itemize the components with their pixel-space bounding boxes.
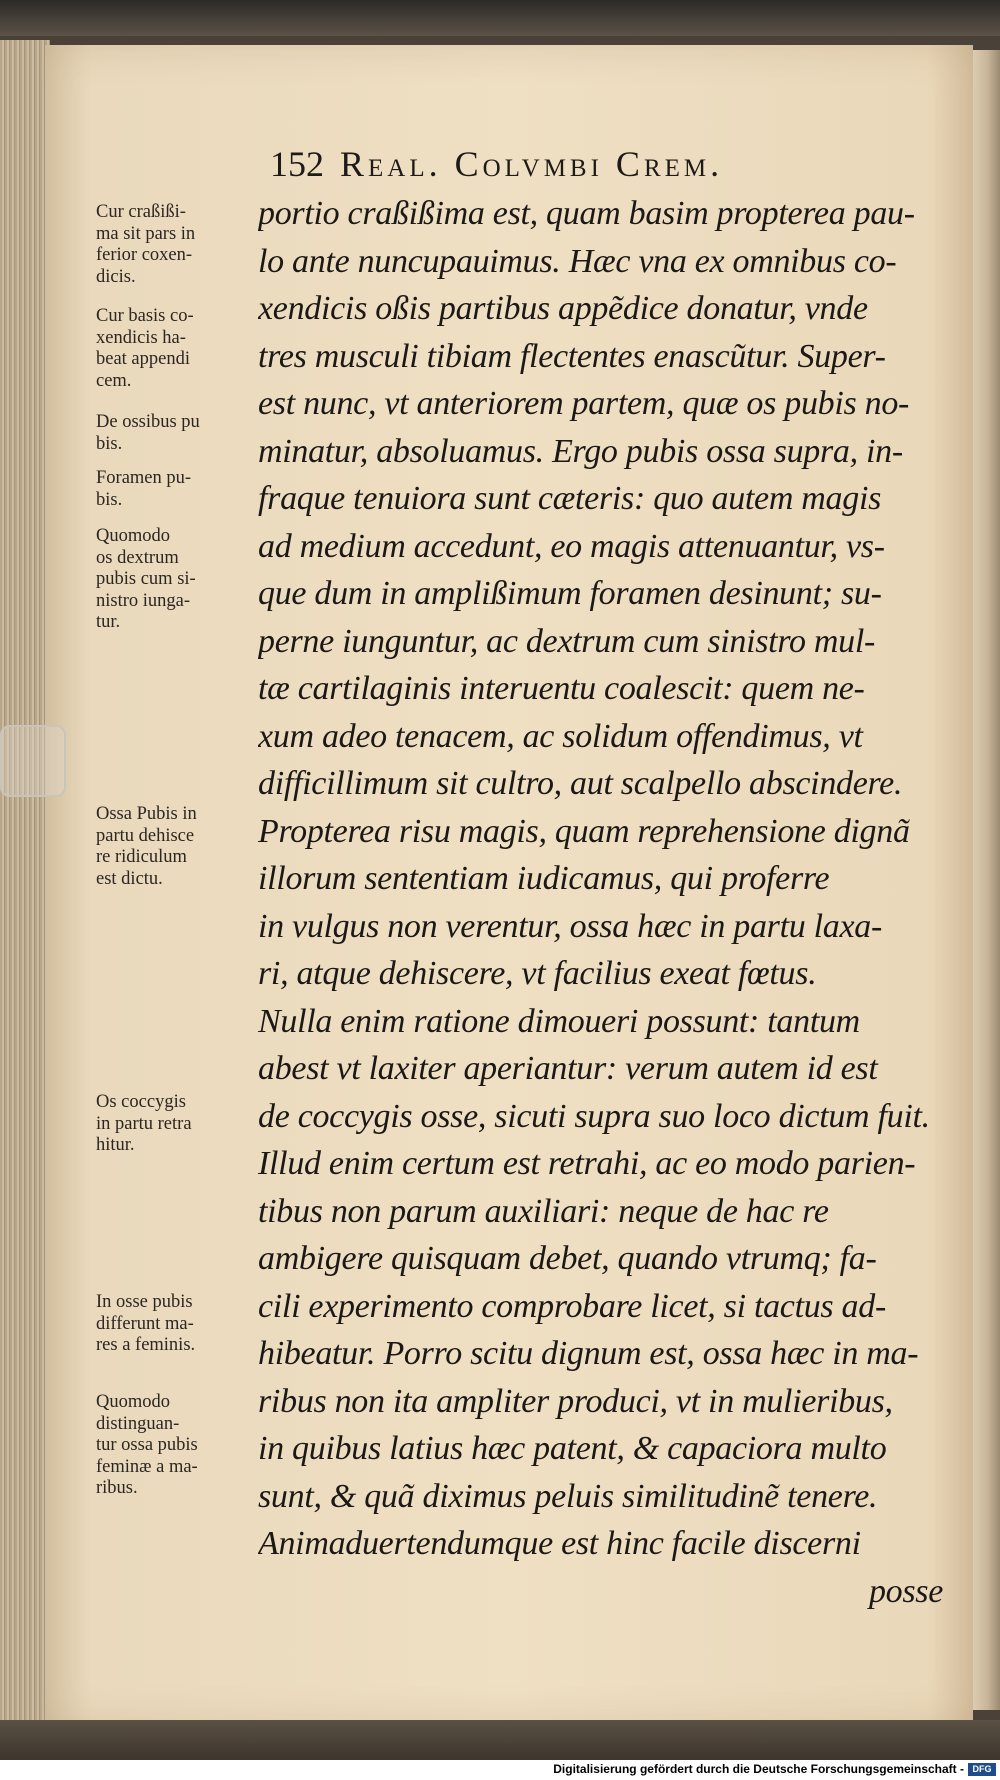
- text-line: Animaduertendumque est hinc facile discerni: [258, 1525, 861, 1562]
- margin-note-line: Cur basis co-: [96, 306, 194, 326]
- margin-note-line: Cur craßißi-: [96, 202, 186, 222]
- margin-note-line: Os coccygis: [96, 1092, 186, 1112]
- text-line: fraque tenuiora sunt cæteris: quo autem magis: [258, 480, 882, 517]
- text-line: in quibus latius hæc patent, & capaciora multo: [258, 1430, 887, 1467]
- digitization-footer: [0, 1760, 1000, 1780]
- margin-note-line: xendicis ha-: [96, 327, 186, 348]
- margin-note-line: hitur.: [96, 1135, 135, 1155]
- margin-note-line: Ossa Pubis in: [96, 804, 197, 824]
- text-line: Illud enim certum est retrahi, ac eo modo parien-: [258, 1145, 916, 1182]
- main-text-block: [258, 190, 958, 1615]
- margin-note-line: Quomodo: [96, 526, 170, 546]
- margin-note: [96, 306, 246, 392]
- margin-note: [96, 1292, 246, 1357]
- margin-note-line: nistro iunga-: [96, 590, 191, 611]
- text-line: abest vt laxiter aperiantur: verum autem id est: [258, 1050, 878, 1087]
- margin-note: [96, 1392, 246, 1500]
- text-line: ribus non ita ampliter produci, vt in mulieribus,: [258, 1382, 893, 1420]
- margin-note-line: in partu retra: [96, 1113, 192, 1134]
- text-line: Propterea risu magis, quam reprehensione dignã: [258, 812, 910, 850]
- margin-note-line: Quomodo: [96, 1392, 170, 1412]
- catchword: posse: [868, 1572, 943, 1610]
- margin-note-line: feminæ a ma-: [96, 1456, 198, 1477]
- margin-note: [96, 1092, 246, 1157]
- margin-note-line: In osse pubis: [96, 1292, 193, 1312]
- text-line: perne iunguntur, ac dextrum cum sinistro mul-: [258, 622, 876, 660]
- margin-note-line: differunt ma-: [96, 1313, 194, 1334]
- text-line: de coccygis osse, sicuti supra suo loco dictum fuit.: [258, 1097, 930, 1135]
- running-title: Real. Colvmbi Crem.: [340, 144, 724, 184]
- margin-note-line: dicis.: [96, 266, 136, 287]
- book-cover-top: [0, 0, 1000, 36]
- text-line: sunt, & quã diximus peluis similitudinẽ tenere.: [258, 1477, 878, 1515]
- margin-note-line: ma sit pars in: [96, 223, 196, 244]
- margin-note-line: os dextrum: [96, 547, 179, 568]
- page-stack-left: [0, 40, 50, 1740]
- margin-note-line: pubis cum si-: [96, 569, 196, 589]
- margin-note-line: bis.: [96, 489, 123, 510]
- margin-note-line: cem.: [96, 370, 132, 391]
- margin-note-line: Foramen pu-: [96, 468, 192, 488]
- text-line: xum adeo tenacem, ac solidum offendimus, vt: [258, 717, 863, 755]
- page-number: 152: [270, 144, 324, 184]
- margin-note-line: ribus.: [96, 1478, 138, 1498]
- text-line: tibus non parum auxiliari: neque de hac re: [258, 1192, 829, 1230]
- text-line: in vulgus non verentur, ossa hæc in partu laxa-: [258, 907, 882, 945]
- book-cover-bottom: [0, 1720, 1000, 1760]
- margin-note-line: partu dehisce: [96, 825, 195, 846]
- margin-note-line: beat appendi: [96, 349, 190, 369]
- text-line: que dum in amplißimum foramen desinunt; su-: [258, 575, 882, 612]
- margin-note: [96, 526, 246, 634]
- margin-note-line: ferior coxen-: [96, 245, 193, 265]
- margin-note: [96, 804, 246, 890]
- margin-note: [96, 202, 246, 288]
- text-line: portio craßißima est, quam basim propterea pau-: [258, 195, 915, 232]
- text-line: ambigere quisquam debet, quando vtrumq; fa-: [258, 1240, 877, 1277]
- page-header: [270, 143, 920, 189]
- text-line: hibeatur. Porro scitu dignum est, ossa hæc in ma-: [258, 1335, 919, 1372]
- margin-note-line: est dictu.: [96, 868, 163, 889]
- text-line: tæ cartilaginis interuentu coalescit: quem ne-: [258, 670, 865, 707]
- text-line: difficillimum sit cultro, aut scalpello abscindere.: [258, 765, 903, 802]
- text-line: ri, atque dehiscere, vt facilius exeat fœtus.: [258, 955, 817, 992]
- margin-note-line: distinguan-: [96, 1413, 180, 1434]
- text-line: illorum sententiam iudicamus, qui proferre: [258, 860, 830, 897]
- margin-note-line: bis.: [96, 433, 123, 454]
- margin-note-line: De ossibus pu: [96, 412, 200, 432]
- text-line: est nunc, vt anteriorem partem, quæ os pubis no-: [258, 385, 910, 422]
- footer-credit: Digitalisierung gefördert durch die Deutsche Forschungsgemeinschaft -: [553, 1762, 964, 1776]
- margin-note-line: res a feminis.: [96, 1335, 196, 1355]
- text-line: xendicis oßis partibus appẽdice donatur, vnde: [258, 290, 868, 327]
- text-line: lo ante nuncupauimus. Hæc vna ex omnibus co-: [258, 242, 897, 280]
- text-line: tres musculi tibiam flectentes enascũtur. Super-: [258, 337, 886, 375]
- text-line: cili experimento comprobare licet, si tactus ad-: [258, 1287, 886, 1325]
- margin-note-line: tur.: [96, 612, 121, 632]
- text-line: minatur, absoluamus. Ergo pubis ossa supra, in-: [258, 432, 903, 470]
- margin-note-line: tur ossa pubis: [96, 1435, 198, 1455]
- dfg-logo-badge: DFG: [968, 1763, 996, 1776]
- margin-note: [96, 412, 246, 455]
- text-line: Nulla enim ratione dimoueri possunt: tantum: [258, 1002, 860, 1040]
- margin-note: [96, 468, 246, 511]
- margin-note-line: re ridiculum: [96, 847, 187, 867]
- text-line: ad medium accedunt, eo magis attenuantur, vs-: [258, 527, 885, 565]
- scanner-clip: [0, 725, 66, 797]
